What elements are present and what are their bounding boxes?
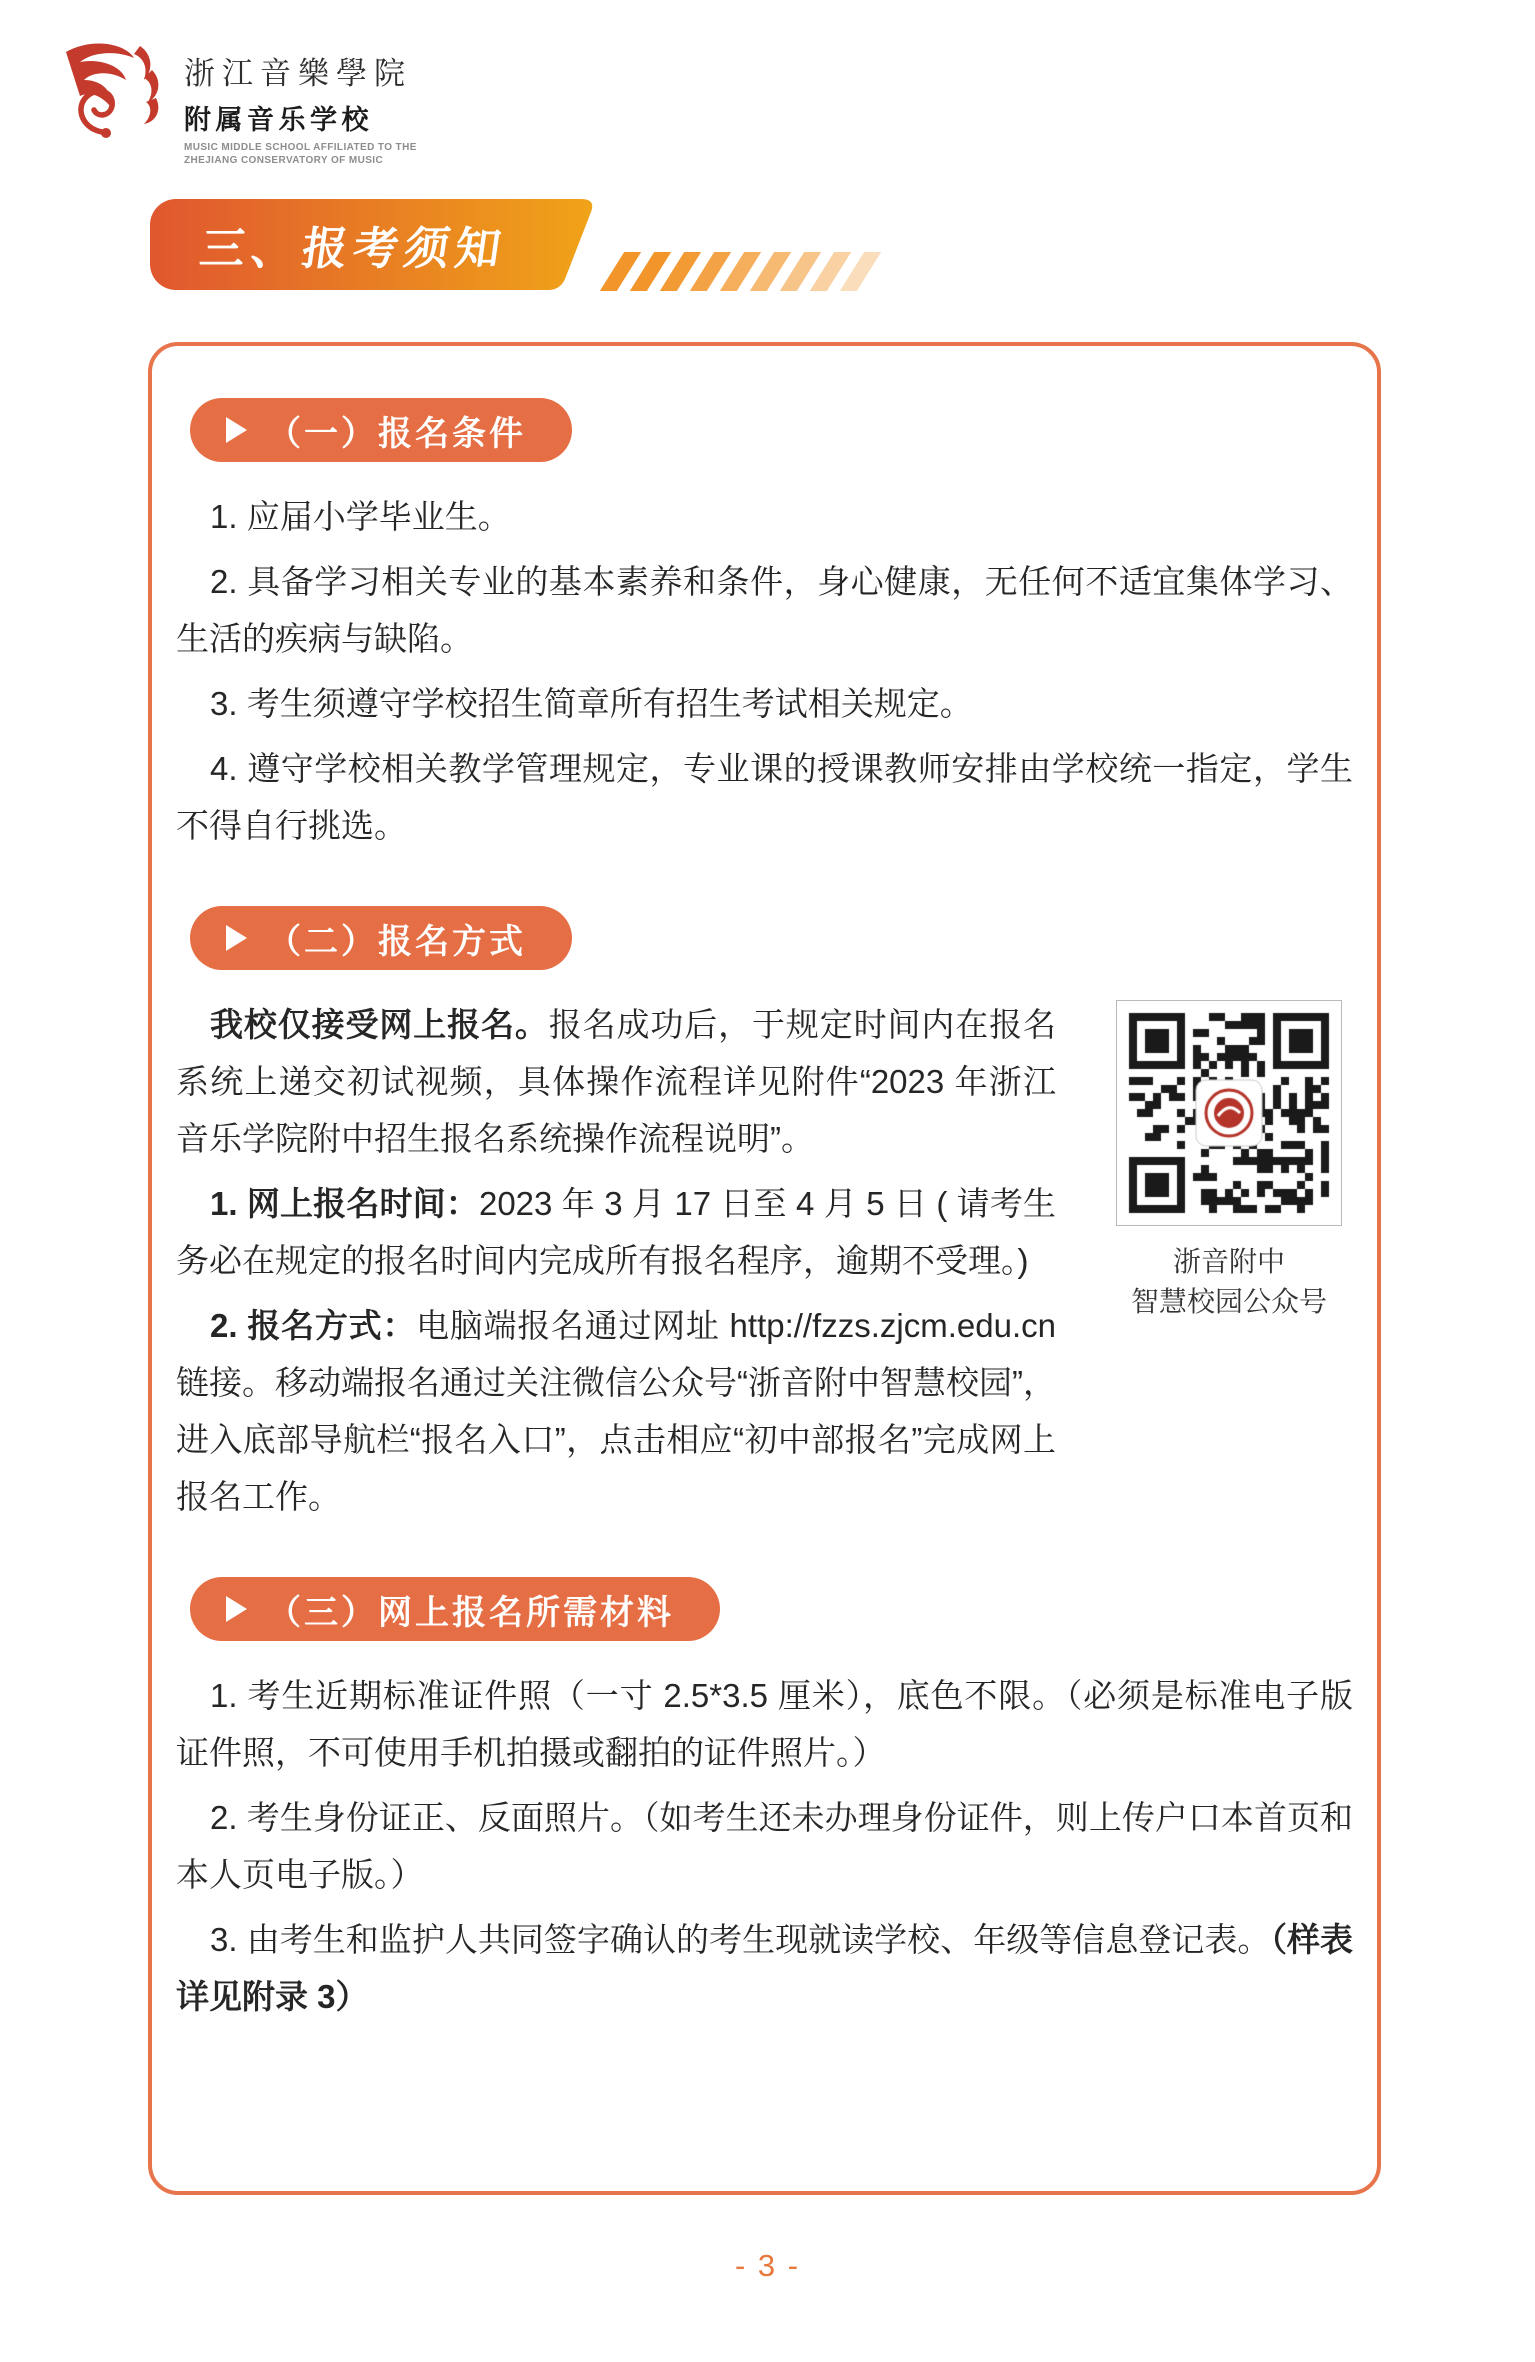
- phoenix-logo-icon: [56, 36, 174, 140]
- school-logo-text: [184, 36, 417, 167]
- paragraph-segment: 电脑端报名通过网址 http://fzzs.zjcm.edu.cn 链接。移动端报名通过关注微信公众号“浙音附中智慧校园”，进入底部导航栏“报名入口”，点击相应“初中部报名”完成网上报名工作。: [176, 1307, 1056, 1515]
- paragraph-segment: 1. 考生近期标准证件照（一寸 2.5*3.5 厘米），底色不限。（必须是标准电子版证件照，不可使用手机拍摄或翻拍的证件照片。）: [176, 1677, 1353, 1771]
- paragraph: [176, 553, 1353, 667]
- paragraph: [176, 740, 1353, 854]
- paragraph-segment: 1. 网上报名时间：: [210, 1185, 479, 1222]
- paragraph: [176, 1297, 1056, 1525]
- qr-caption-line2: 智慧校园公众号: [1130, 1286, 1327, 1317]
- page-number: - 3 -: [734, 2248, 801, 2283]
- paragraph-segment: 报名成功后，于规定时间内在报名系统上递交初试视频，具体操作流程详见附件“2023 年浙江音乐学院附中招生报名系统操作流程说明”。: [176, 1006, 1056, 1157]
- paragraph: [176, 675, 1353, 732]
- triangle-bullet-icon: [226, 925, 247, 951]
- logo-english-line2: ZHEJIANG CONSERVATORY OF MUSIC: [184, 155, 384, 166]
- paragraph-segment: 3. 由考生和监护人共同签字确认的考生现就读学校、年级等信息登记表。: [210, 1921, 1271, 1958]
- section-heading-3: [190, 1577, 720, 1641]
- section-2-text: [176, 996, 1056, 1525]
- paragraph-segment: 4. 遵守学校相关教学管理规定，专业课的授课教师安排由学校统一指定，学生不得自行挑选。: [176, 750, 1353, 844]
- page-title: 三、报考须知: [196, 223, 511, 274]
- paragraph: [176, 1911, 1353, 2025]
- paragraph-segment: 1. 应届小学毕业生。: [210, 498, 511, 535]
- qr-code-canvas: [1117, 1001, 1341, 1225]
- section-body-2: [176, 996, 1353, 1525]
- section-heading-3-label: （三）网上报名所需材料: [267, 1593, 674, 1632]
- school-logo: [56, 36, 417, 167]
- banner-stripes: [612, 252, 869, 291]
- paragraph: [176, 1789, 1353, 1903]
- triangle-bullet-icon: [226, 417, 247, 443]
- paragraph: [176, 1667, 1353, 1781]
- paragraph: [176, 996, 1056, 1167]
- paragraph-segment: 3. 考生须遵守学校招生简章所有招生考试相关规定。: [210, 685, 973, 722]
- paragraph-segment: 我校仅接受网上报名。: [210, 1006, 549, 1043]
- section-heading-1-label: （一）报名条件: [267, 414, 526, 453]
- logo-school-name: 附属音乐学校: [184, 105, 373, 135]
- paragraph-segment: 2. 考生身份证正、反面照片。（如考生还未办理身份证件，则上传户口本首页和本人页电子版。）: [176, 1799, 1353, 1893]
- logo-english-line1: MUSIC MIDDLE SCHOOL AFFILIATED TO THE: [184, 142, 417, 153]
- logo-school-name-english: [184, 141, 417, 167]
- qr-block: [1109, 1000, 1349, 1322]
- content-frame: [148, 342, 1381, 2195]
- paragraph-segment: 2. 具备学习相关专业的基本素养和条件，身心健康，无任何不适宜集体学习、生活的疾病与缺陷。: [176, 563, 1353, 657]
- paragraph: [176, 488, 1353, 545]
- section-body-1: [176, 488, 1353, 854]
- section-heading-2-label: （二）报名方式: [267, 922, 526, 961]
- section-heading-1: [190, 398, 572, 462]
- paragraph-segment: （样表详见附录 3）: [176, 1921, 1353, 2015]
- paragraph-segment: 2023 年 3 月 17 日至 4 月 5 日 ( 请考生务必在规定的报名时间内完成所有报名程序，逾期不受理。): [176, 1185, 1056, 1279]
- qr-caption: [1131, 1242, 1327, 1322]
- qr-code: [1116, 1000, 1342, 1226]
- qr-caption-line1: 浙音附中: [1172, 1246, 1285, 1277]
- section-banner: [150, 199, 595, 290]
- triangle-bullet-icon: [226, 1596, 247, 1622]
- logo-school-name-calligraphy: 浙江音樂學院: [184, 56, 412, 92]
- section-heading-2: [190, 906, 572, 970]
- paragraph: [176, 1175, 1056, 1289]
- paragraph-segment: 2. 报名方式：: [210, 1307, 417, 1344]
- section-body-3: [176, 1667, 1353, 2025]
